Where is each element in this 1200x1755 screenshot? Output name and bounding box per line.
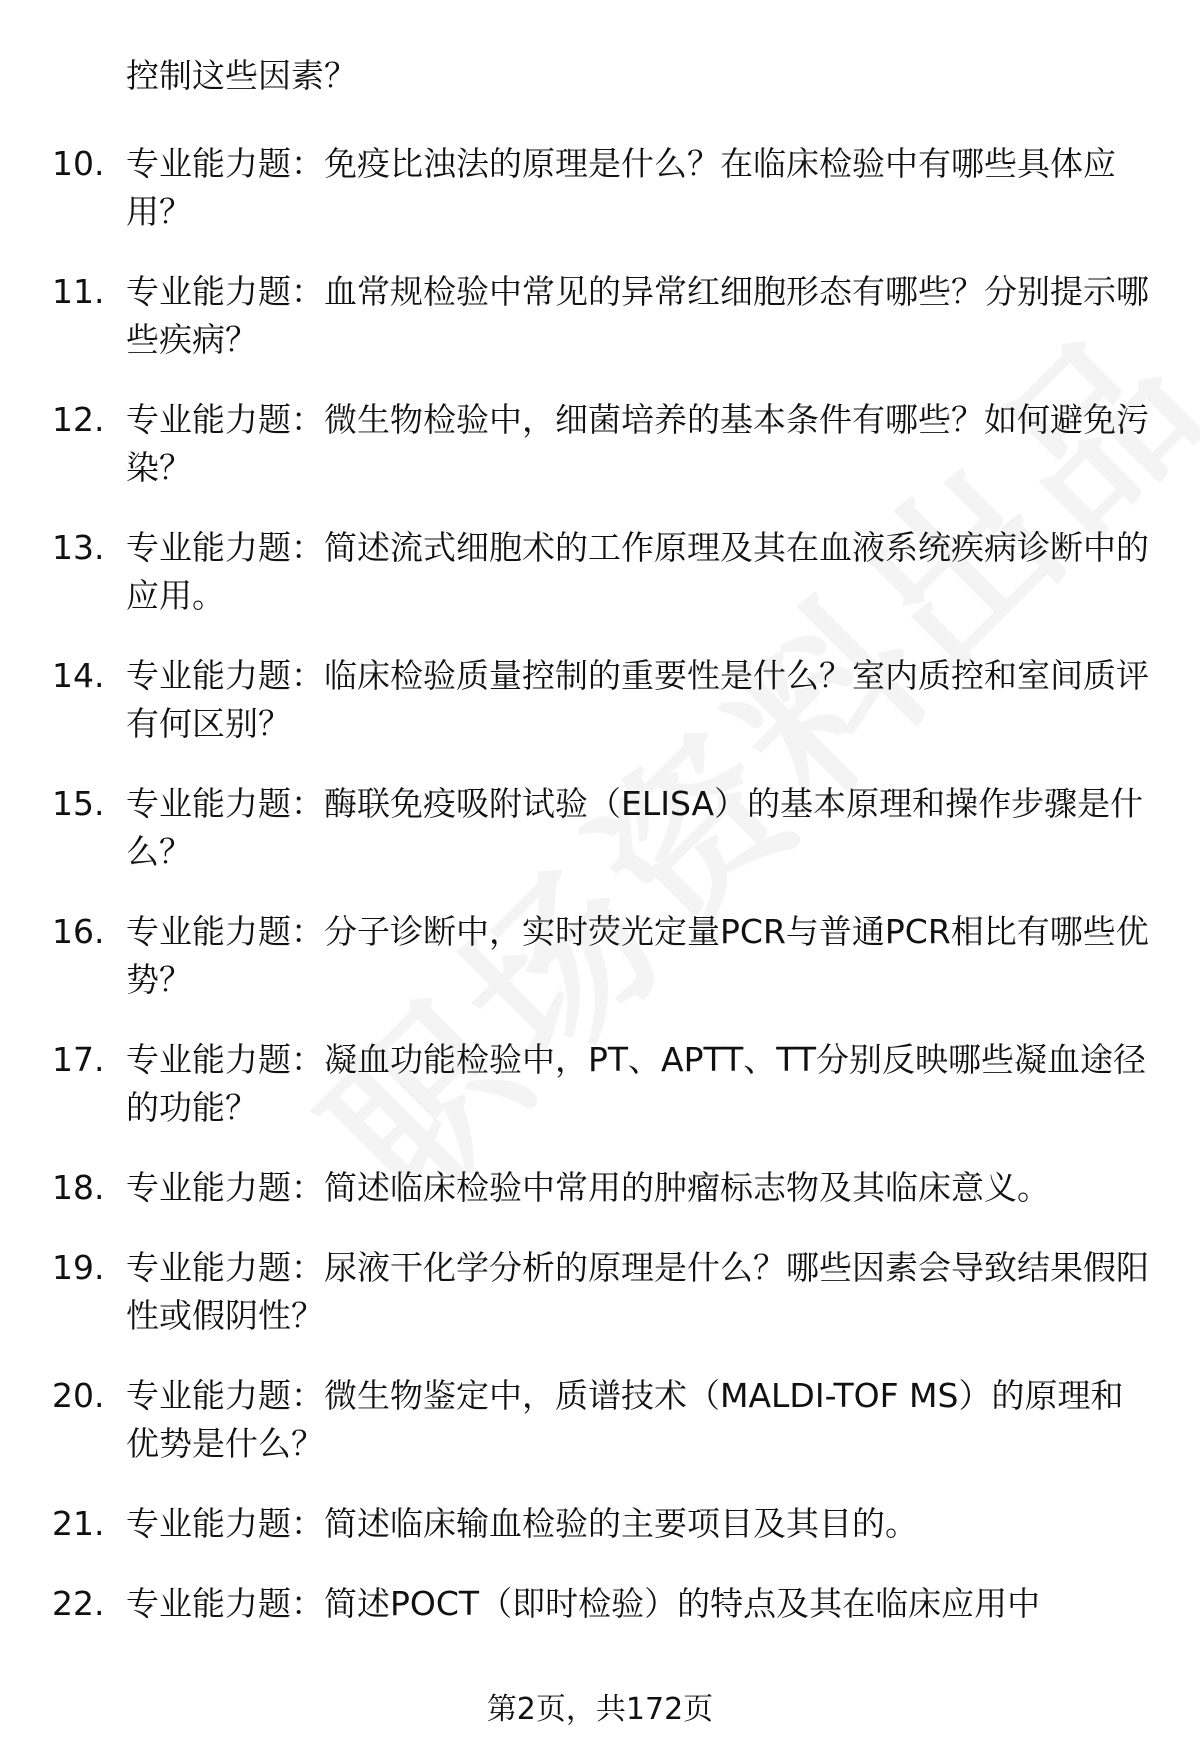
list-item-number: 12.	[52, 400, 105, 439]
list-item	[52, 780, 1152, 876]
list-item	[52, 1164, 1152, 1212]
list-item-number: 16.	[52, 912, 105, 951]
list-item-text: 专业能力题：凝血功能检验中，PT、APTT、TT分别反映哪些凝血途径的功能？	[126, 1040, 1147, 1127]
list-item	[52, 1500, 1152, 1548]
list-item-number: 10.	[52, 144, 105, 183]
list-item-number: 18.	[52, 1168, 105, 1207]
list-item-text: 专业能力题：免疫比浊法的原理是什么？在临床检验中有哪些具体应用？	[126, 144, 1116, 231]
list-item-text: 专业能力题：简述流式细胞术的工作原理及其在血液系统疾病诊断中的应用。	[126, 528, 1149, 615]
list-item	[52, 1372, 1152, 1468]
list-item-text: 专业能力题：简述临床检验中常用的肿瘤标志物及其临床意义。	[126, 1168, 1050, 1207]
list-item-number: 22.	[52, 1584, 105, 1623]
list-item	[52, 652, 1152, 748]
list-item-text: 专业能力题：血常规检验中常见的异常红细胞形态有哪些？分别提示哪些疾病？	[126, 272, 1149, 359]
list-item	[52, 140, 1152, 236]
list-item-number: 19.	[52, 1248, 105, 1287]
page-footer: 第2页，共172页	[486, 1692, 714, 1727]
list-item	[52, 1580, 1152, 1628]
list-item	[52, 524, 1152, 620]
list-item-text: 专业能力题：简述POCT（即时检验）的特点及其在临床应用中	[126, 1584, 1041, 1623]
list-item-number: 21.	[52, 1504, 105, 1543]
list-item-number: 15.	[52, 784, 105, 823]
list-item-text: 专业能力题：分子诊断中，实时荧光定量PCR与普通PCR相比有哪些优势？	[126, 912, 1149, 999]
list-item	[52, 396, 1152, 492]
list-item	[52, 1036, 1152, 1132]
list-item-number: 13.	[52, 528, 105, 567]
list-item	[52, 908, 1152, 1004]
list-item-text: 专业能力题：微生物鉴定中，质谱技术（MALDI-TOF MS）的原理和优势是什么？	[126, 1376, 1124, 1463]
list-item-number: 20.	[52, 1376, 105, 1415]
list-item	[52, 268, 1152, 364]
list-item-text: 专业能力题：微生物检验中，细菌培养的基本条件有哪些？如何避免污染？	[126, 400, 1149, 487]
list-item-number: 17.	[52, 1040, 105, 1079]
list-item-number: 14.	[52, 656, 105, 695]
list-item-text: 专业能力题：尿液干化学分析的原理是什么？哪些因素会导致结果假阳性或假阴性？	[126, 1248, 1149, 1335]
list-item-text: 专业能力题：简述临床输血检验的主要项目及其目的。	[126, 1504, 918, 1543]
question-list	[52, 52, 1152, 1660]
list-item-number: 11.	[52, 272, 105, 311]
list-item-text: 专业能力题：酶联免疫吸附试验（ELISA）的基本原理和操作步骤是什么？	[126, 784, 1144, 871]
continued-text: 控制这些因素？	[126, 56, 357, 95]
list-item	[52, 1244, 1152, 1340]
list-item-text: 专业能力题：临床检验质量控制的重要性是什么？室内质控和室间质评有何区别？	[126, 656, 1149, 743]
